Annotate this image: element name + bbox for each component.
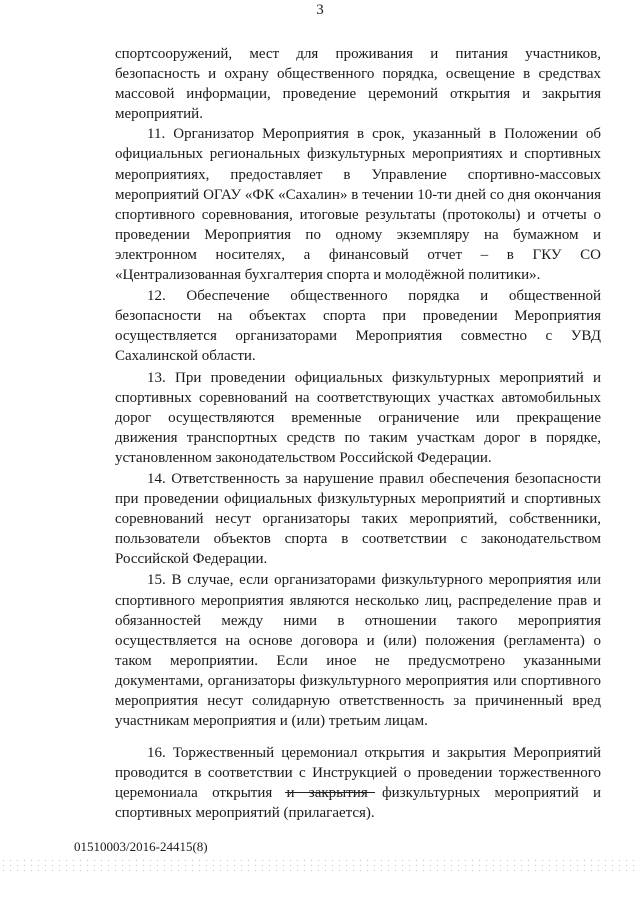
- paragraph-item-14: 14. Ответственность за нарушение правил обеспечения безопасности при проведении официальных физкультурных мероприятий и спортивных соревнований несут организаторы таких мероприятий, собственники, пользователи объектов спорта в соответствии с законодательством Российской Федерации.: [115, 470, 601, 568]
- document-code: 01510003/2016-24415(8): [74, 839, 208, 854]
- paragraph-item-13: 13. При проведении официальных физкультурных мероприятий и спортивных соревнований на соответствующих участках автомобильных дорог осуществляются временные ограничение или прекращение движения транспортных средств по таким участкам дорог в порядке, установленном законодательством Российской Федерации.: [115, 369, 601, 466]
- paragraph-item-16: 16. Торжественный церемониал открытия и закрытия Мероприятий проводится в соответствии с Инструкцией о проведении торжественного церемониала открытия и закрытия физкультурных мероприятий и спортивных мероприятий (прилагается).: [115, 745, 601, 822]
- paragraph-item-11: 11. Организатор Мероприятия в срок, указанный в Положении об официальных региональных физкультурных мероприятиях и спортивных мероприятиях, предоставляет в Управление спортивно-массовых мероприятий ОГАУ «ФК «Сахалин» в течении 10-ти дней со дня окончания спортивного соревнования, итоговые результаты (протоколы) и отчеты о проведении Мероприятия по одному экземпляру на бумажном и электронном носителях, а финансовый отчет – в ГКУ СО «Централизованная бухгалтерия спорта и молодёжной политики».: [115, 126, 601, 284]
- end-divider-line: [285, 792, 375, 793]
- paragraph-item-12: 12. Обеспечение общественного порядка и общественной безопасности на объектах спорта при проведении Мероприятия осуществляется организаторами Мероприятия совместно с УВД Сахалинской области.: [115, 288, 601, 365]
- paragraph-item-15: 15. В случае, если организаторами физкультурного мероприятия или спортивного мероприятия являются несколько лиц, распределение прав и обязанностей между ними в отношении такого мероприятия осуществляется на основе договора и (или) положения (регламента) о таком мероприятии. Если иное не предусмотрено указанными документами, организаторы физкультурного мероприятия или спортивного мероприятия несут солидарную ответственность за причиненный вред участникам мероприятия и (или) третьим лицам.: [115, 572, 601, 730]
- document-body: [115, 44, 601, 824]
- page-number: 3: [316, 2, 324, 18]
- scan-noise: [0, 858, 640, 872]
- paragraph-continuation: спортсооружений, мест для проживания и питания участников, безопасность и охрану общественного порядка, освещение в средствах массовой информации, проведение церемоний открытия и закрытия мероприятий.: [115, 46, 601, 123]
